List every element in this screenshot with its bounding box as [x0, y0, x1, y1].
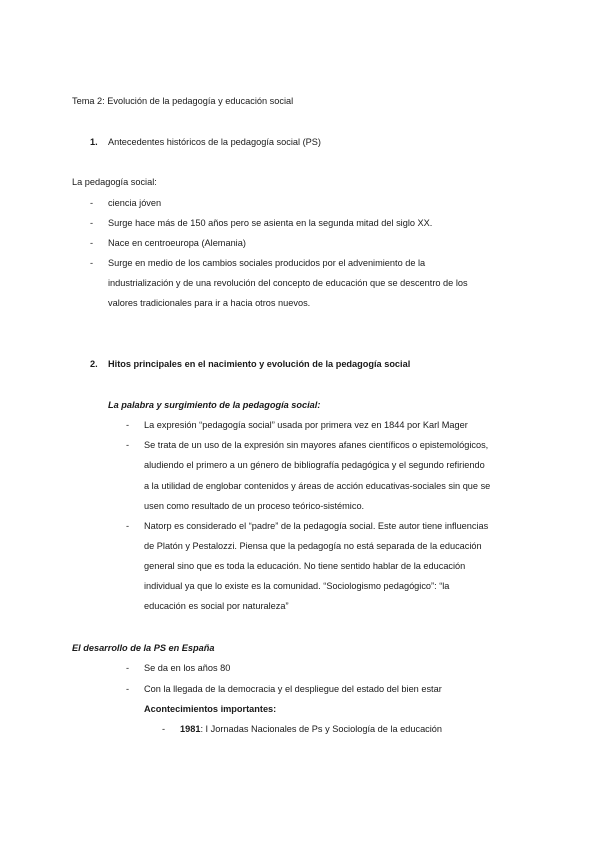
bullet-dash: -	[126, 521, 130, 531]
bullet-dash: -	[162, 724, 166, 734]
event-year: 1981	[180, 724, 201, 734]
section-3-heading: El desarrollo de la PS en España	[72, 643, 215, 653]
list-item: Natorp es considerado el “padre” de la pedagogía social. Este autor tiene influencias	[144, 521, 489, 531]
list-item-continuation: valores tradicionales para ir a hacia otros nuevos.	[108, 298, 311, 308]
bullet-dash: -	[90, 198, 94, 208]
bullet-dash: -	[90, 258, 94, 268]
list-item: Se da en los años 80	[144, 663, 231, 673]
section-1-subheading: La pedagogía social:	[72, 177, 157, 187]
list-item: Surge en medio de los cambios sociales producidos por el advenimiento de la	[108, 258, 426, 268]
list-item-continuation: usen como resultado de un proceso teórico-sistémico.	[144, 501, 365, 511]
section-2-subheading: La palabra y surgimiento de la pedagogía social:	[108, 400, 321, 410]
bullet-dash: -	[126, 684, 130, 694]
list-item-continuation: general sino que es toda la educación. No tiene sentido hablar de la educación	[144, 561, 466, 571]
list-item: ciencia jóven	[108, 198, 162, 208]
events-label: Acontecimientos importantes:	[144, 704, 277, 714]
section-1-number: 1.	[90, 137, 98, 147]
list-item-continuation: aludiendo el primero a un género de bibliografía pedagógica y el segundo refiriendo	[144, 460, 485, 470]
list-item-continuation: individual ya que lo existe es la comunidad. “Sociologismo pedagógico”: “la	[144, 581, 450, 591]
list-item: Nace en centroeuropa (Alemania)	[108, 238, 246, 248]
section-1-heading: Antecedentes históricos de la pedagogía social (PS)	[108, 137, 321, 147]
list-item-continuation: de Platón y Pestalozzi. Piensa que la pedagogía no está separada de la educación	[144, 541, 482, 551]
list-item-continuation: a la utilidad de englobar contenidos y áreas de acción educativas-sociales sin que se	[144, 481, 491, 491]
list-item: Se trata de un uso de la expresión sin mayores afanes científicos o epistemológicos,	[144, 440, 489, 450]
bullet-dash: -	[90, 238, 94, 248]
bullet-dash: -	[126, 420, 130, 430]
section-2-number: 2.	[90, 359, 98, 369]
list-item-continuation: industrialización y de una revolución del concepto de educación que se descentro de los	[108, 278, 468, 288]
list-item-continuation: educación es social por naturaleza”	[144, 601, 289, 611]
section-2-heading: Hitos principales en el nacimiento y evolución de la pedagogía social	[108, 359, 411, 369]
list-item: Con la llegada de la democracia y el despliegue del estado del bien estar	[144, 684, 442, 694]
event-item	[180, 723, 442, 735]
bullet-dash: -	[126, 440, 130, 450]
list-item: Surge hace más de 150 años pero se asienta en la segunda mitad del siglo XX.	[108, 218, 433, 228]
bullet-dash: -	[90, 218, 94, 228]
event-text: : I Jornadas Nacionales de Ps y Sociología de la educación	[200, 724, 443, 734]
page-title: Tema 2: Evolución de la pedagogía y educación social	[72, 96, 294, 106]
list-item: La expresión “pedagogía social” usada por primera vez en 1844 por Karl Mager	[144, 420, 468, 430]
bullet-dash: -	[126, 663, 130, 673]
